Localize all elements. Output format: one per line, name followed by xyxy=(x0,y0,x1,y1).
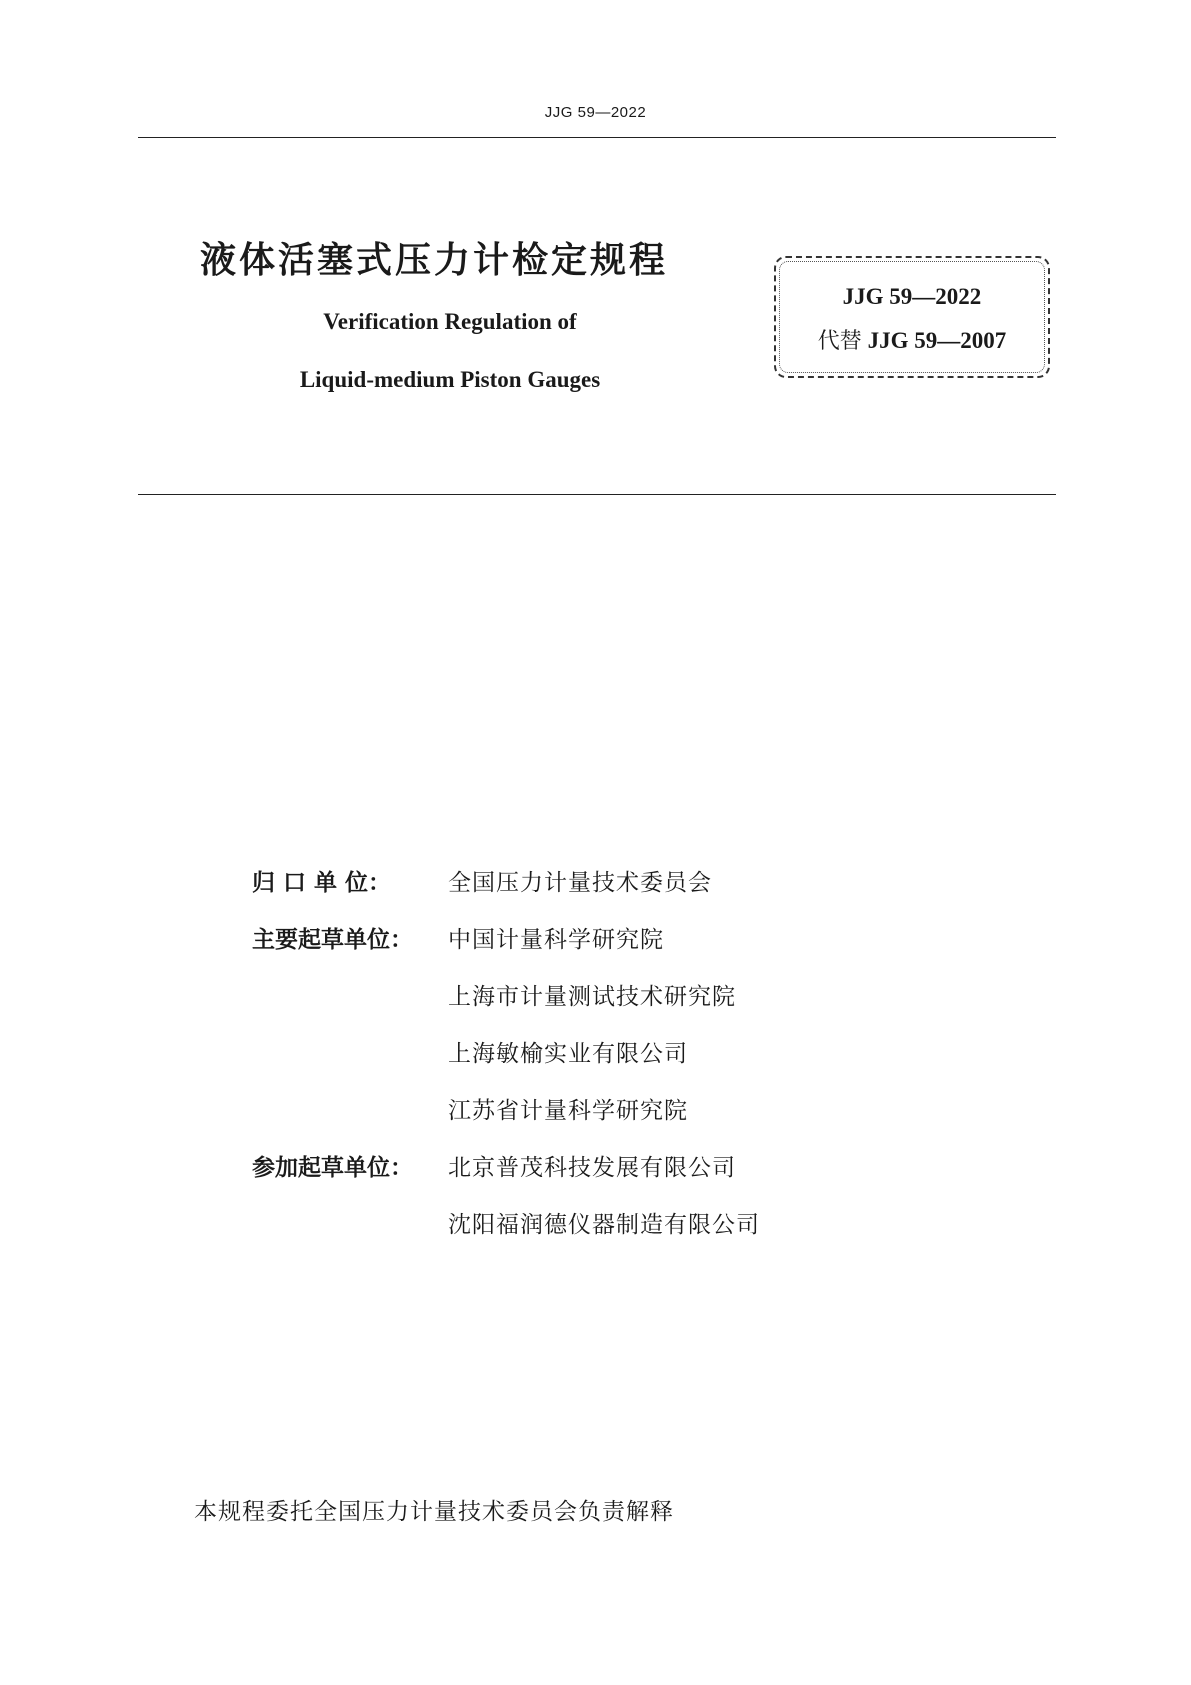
unit-value: 中国计量科学研究院 xyxy=(448,927,664,953)
replaces-prefix: 代替 xyxy=(817,329,862,354)
document-title-en-line1: Verification Regulation of xyxy=(323,309,577,334)
unit-row xyxy=(252,966,760,1023)
unit-row xyxy=(252,909,760,966)
unit-row xyxy=(252,1080,760,1137)
header-rule xyxy=(138,137,1056,138)
unit-label: 参加起草单位： xyxy=(252,1155,413,1181)
unit-label: 主要起草单位： xyxy=(252,927,413,953)
standard-code-box xyxy=(774,256,1050,378)
unit-value: 江苏省计量科学研究院 xyxy=(448,1098,688,1124)
standard-code: JJG 59—2022 xyxy=(842,284,982,309)
replaces-code: JJG 59—2007 xyxy=(867,328,1007,353)
interpretation-note: 本规程委托全国压力计量技术委员会负责解释 xyxy=(194,1499,674,1525)
unit-value: 上海敏榆实业有限公司 xyxy=(448,1041,688,1067)
replaces-line xyxy=(776,324,1048,355)
unit-row xyxy=(252,852,760,909)
unit-value: 沈阳福润德仪器制造有限公司 xyxy=(448,1212,760,1238)
unit-value: 上海市计量测试技术研究院 xyxy=(448,984,736,1010)
unit-row xyxy=(252,1194,760,1251)
document-title-zh: 液体活塞式压力计检定规程 xyxy=(200,240,669,281)
section-rule xyxy=(138,494,1056,495)
unit-row xyxy=(252,1023,760,1080)
running-header: JJG 59—2022 xyxy=(544,104,647,121)
unit-value: 北京普茂科技发展有限公司 xyxy=(448,1155,736,1181)
unit-row xyxy=(252,1137,760,1194)
unit-label: 归 口 单 位： xyxy=(252,870,392,896)
drafting-units xyxy=(252,852,760,1251)
unit-value: 全国压力计量技术委员会 xyxy=(448,870,712,896)
document-title-en-line2: Liquid-medium Piston Gauges xyxy=(299,367,601,392)
